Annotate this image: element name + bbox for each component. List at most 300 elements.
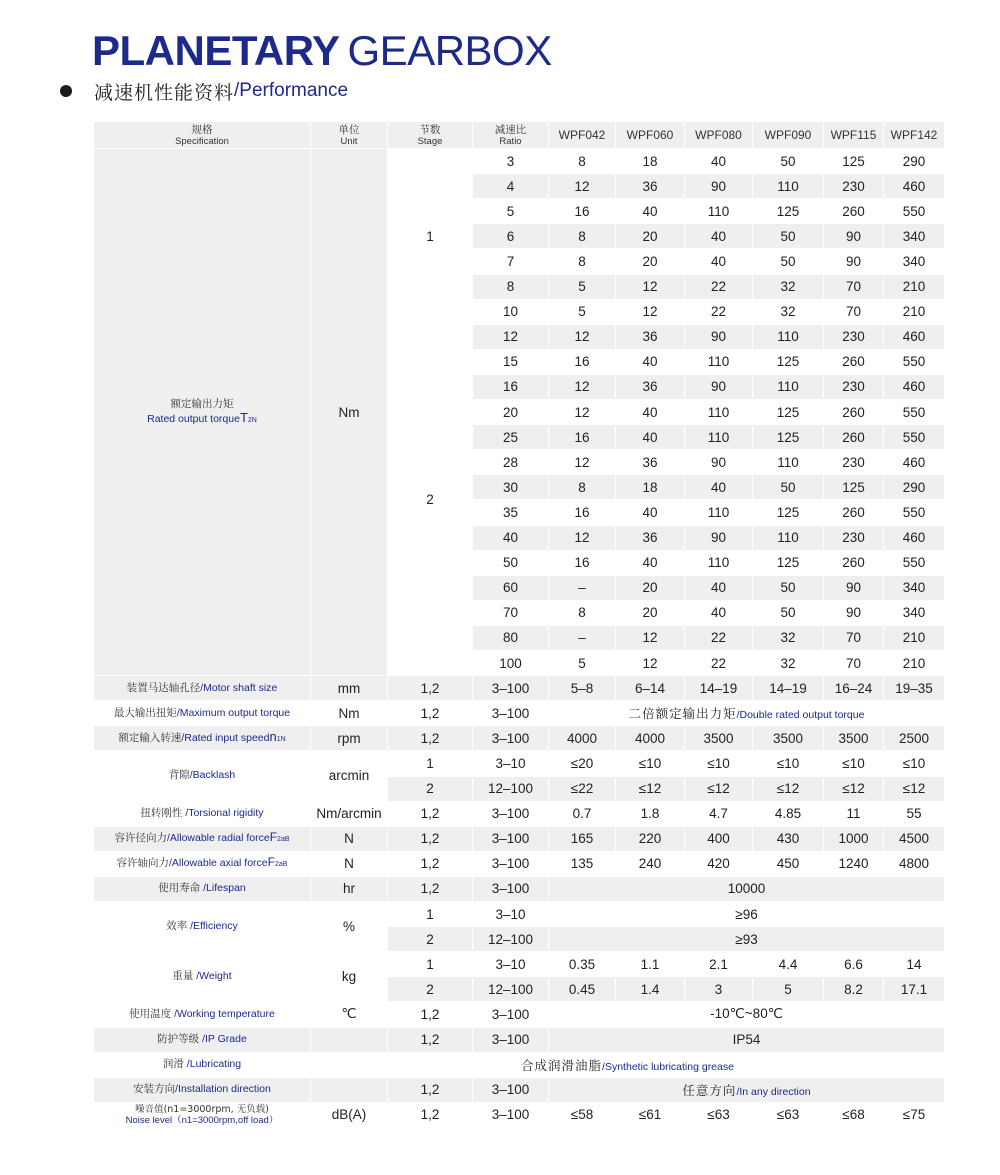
- value: 50: [780, 479, 796, 495]
- model-name: WPF142: [890, 128, 938, 142]
- label-cn: 防护等级: [157, 1033, 200, 1046]
- ratio: 10: [502, 304, 519, 320]
- label-en: /IP Grade: [199, 1033, 247, 1046]
- stage: 2: [426, 492, 434, 508]
- label-cn: 额定输入转速: [118, 732, 182, 745]
- row-label: [94, 1053, 310, 1077]
- ratio: 4: [506, 178, 515, 194]
- ratio: 3: [506, 153, 515, 169]
- ratio-cell: [473, 726, 548, 750]
- value: ≤10: [776, 755, 800, 771]
- ratio: 12–100: [487, 931, 534, 947]
- value-cell: [549, 751, 615, 775]
- value: 12: [642, 630, 658, 646]
- value-cell: [549, 149, 615, 173]
- value-cell: [616, 751, 684, 775]
- stage: 1,2: [420, 730, 440, 746]
- ratio: 8: [506, 279, 515, 295]
- value-cell: [549, 952, 615, 976]
- ratio: 25: [502, 429, 519, 445]
- ratio-cell: [473, 475, 548, 499]
- stage: 1,2: [420, 856, 440, 872]
- ratio: 28: [502, 454, 519, 470]
- title-bold: PLANETARY: [92, 27, 340, 74]
- value-cell: [616, 626, 684, 650]
- ratio-cell: [473, 199, 548, 223]
- value: 110: [707, 429, 730, 445]
- ratio: 3–100: [491, 831, 530, 847]
- value-cell: [685, 626, 752, 650]
- noise-label-cn: [135, 1104, 269, 1115]
- label-cn: 装置马达轴孔径: [126, 681, 201, 694]
- value-cell: [824, 676, 883, 700]
- value-cell: [685, 400, 752, 424]
- value: –: [578, 580, 586, 596]
- value: 90: [710, 178, 727, 194]
- value: 230: [842, 329, 865, 345]
- stage-cell: [388, 902, 472, 926]
- value-cell: [685, 777, 752, 801]
- value-cell: [884, 626, 944, 650]
- value: 40: [642, 354, 658, 370]
- value: 260: [842, 404, 865, 420]
- merged-cn: 任意方向: [682, 1082, 737, 1098]
- value-cell: [884, 827, 944, 851]
- value: 8.2: [844, 981, 863, 997]
- label-subscript: 2aB: [275, 861, 288, 869]
- merged-text: [521, 1056, 734, 1074]
- value-cell: [884, 726, 944, 750]
- value-cell: [824, 601, 883, 625]
- ratio: 50: [502, 555, 519, 571]
- stage-cell: [388, 952, 472, 976]
- value: 16: [574, 203, 590, 219]
- value-cell: [616, 651, 684, 675]
- merged-value: [311, 1053, 944, 1077]
- value: 32: [780, 304, 796, 320]
- value-cell: [753, 1103, 823, 1127]
- stage-cell: [388, 1103, 472, 1127]
- value: ≥96: [735, 906, 758, 922]
- row-label-text: [114, 831, 289, 846]
- value: 19–35: [895, 680, 933, 696]
- value: 12: [574, 530, 590, 546]
- value-cell: [753, 626, 823, 650]
- ratio: 3–100: [491, 806, 530, 822]
- value-cell: [753, 450, 823, 474]
- value-cell: [824, 450, 883, 474]
- value-cell: [616, 1103, 684, 1127]
- value-cell: [685, 500, 752, 524]
- label-cn: 最大输出扭矩: [113, 706, 177, 719]
- value-cell: [824, 977, 883, 1001]
- value-cell: [884, 375, 944, 399]
- ratio: 3–10: [495, 906, 526, 922]
- value: 3500: [772, 730, 804, 746]
- ratio: 3–100: [491, 705, 530, 721]
- section-heading: [60, 78, 348, 104]
- value: ≤68: [842, 1107, 865, 1123]
- value: 260: [842, 429, 865, 445]
- page-title: [92, 26, 552, 76]
- value: 110: [707, 354, 730, 370]
- value-cell: [753, 977, 823, 1001]
- stage-cell: [388, 751, 472, 775]
- label-en: /Motor shaft size: [200, 681, 278, 694]
- ratio: 80: [502, 630, 519, 646]
- value: 1240: [838, 856, 869, 872]
- value-cell: [824, 500, 883, 524]
- ratio: 3–100: [491, 1032, 530, 1048]
- value: 20: [642, 580, 658, 596]
- unit-cell: [311, 1028, 387, 1052]
- ratio: 3–100: [491, 1082, 530, 1098]
- value: 125: [776, 354, 800, 370]
- value-cell: [616, 551, 684, 575]
- value-cell: [616, 174, 684, 198]
- value: 110: [777, 178, 799, 194]
- value-cell: [753, 249, 823, 273]
- value-cell: [824, 726, 883, 750]
- value-cell: [824, 275, 883, 299]
- header-cn: 减速比: [494, 123, 527, 136]
- value-cell: [753, 375, 823, 399]
- merged-en: /In any direction: [736, 1085, 811, 1098]
- header-cn: 规格: [191, 123, 213, 136]
- value: 22: [710, 304, 727, 320]
- value: 14–19: [699, 680, 738, 696]
- ratio: 12–100: [487, 981, 534, 997]
- value: 110: [707, 555, 730, 571]
- stage: 1: [426, 956, 434, 972]
- value: 8: [578, 253, 586, 269]
- value: 125: [776, 504, 800, 520]
- value-cell: [685, 751, 752, 775]
- value: -10℃~80℃: [710, 1006, 783, 1022]
- row-label-text: [172, 970, 231, 983]
- label-en: /Backlash: [189, 769, 236, 782]
- value: ≤10: [638, 755, 662, 771]
- row-label: [94, 726, 310, 750]
- value-cell: [884, 952, 944, 976]
- value: 16: [574, 354, 590, 370]
- value-cell: [824, 827, 883, 851]
- value-cell: [824, 149, 883, 173]
- value: 36: [642, 454, 658, 470]
- value-cell: [753, 149, 823, 173]
- value-cell: [616, 500, 684, 524]
- value-cell: [549, 526, 615, 550]
- label-symbol: F: [267, 855, 275, 870]
- stage: 2: [426, 931, 434, 947]
- value-cell: [824, 751, 883, 775]
- label-en: /Torsional rigidity: [182, 807, 264, 820]
- ratio: 7: [506, 253, 515, 269]
- value-cell: [824, 375, 883, 399]
- ratio: 3–100: [491, 1107, 530, 1123]
- value-cell: [549, 224, 615, 248]
- value: 20: [642, 605, 658, 621]
- value-cell: [616, 777, 684, 801]
- header-model: [685, 122, 752, 148]
- value: 12: [574, 329, 590, 345]
- ratio-cell: [473, 526, 548, 550]
- model-name: WPF090: [764, 128, 812, 142]
- value-cell: [753, 526, 823, 550]
- ratio: 20: [502, 404, 519, 420]
- value-cell: [616, 827, 684, 851]
- stage-cell: [388, 149, 472, 324]
- value: ≤63: [707, 1107, 730, 1123]
- value-cell: [685, 300, 752, 324]
- value-cell: [685, 651, 752, 675]
- value: 165: [570, 831, 594, 847]
- value-cell: [824, 852, 883, 876]
- label-cn: 扭转刚性: [140, 807, 183, 820]
- value: 20: [642, 253, 658, 269]
- value: 18: [642, 479, 658, 495]
- ratio-cell: [473, 300, 548, 324]
- value-cell: [685, 275, 752, 299]
- ratio: 3–100: [491, 680, 530, 696]
- value: 55: [906, 806, 922, 822]
- value-cell: [884, 275, 944, 299]
- value-cell: [549, 777, 615, 801]
- value-cell: [549, 275, 615, 299]
- value: 40: [710, 580, 727, 596]
- ratio-cell: [473, 952, 548, 976]
- value-cell: [685, 1103, 752, 1127]
- value: 2500: [898, 730, 930, 746]
- value: 1.8: [640, 806, 660, 822]
- stage: 1,2: [420, 1006, 440, 1022]
- ratio: 3–10: [495, 755, 526, 771]
- value: 125: [842, 479, 865, 495]
- stage-cell: [388, 977, 472, 1001]
- unit-cell: [311, 852, 387, 876]
- value-cell: [884, 601, 944, 625]
- value: 460: [902, 178, 926, 194]
- value: 450: [776, 856, 800, 872]
- model-name: WPF080: [695, 128, 742, 142]
- row-label-text: [163, 1058, 241, 1071]
- value: ≤10: [707, 755, 730, 771]
- header-en: Stage: [417, 135, 443, 147]
- value-cell: [616, 275, 684, 299]
- merged-text: [682, 1081, 810, 1099]
- value-cell: [824, 576, 883, 600]
- value: 4.7: [709, 806, 728, 822]
- row-label-text: [169, 769, 236, 782]
- value-cell: [549, 802, 615, 826]
- value-cell: [884, 500, 944, 524]
- ratio-cell: [473, 701, 548, 725]
- stage-cell: [388, 676, 472, 700]
- unit-cell: [311, 1002, 387, 1026]
- value: 40: [710, 153, 727, 169]
- ratio-cell: [473, 777, 548, 801]
- header-model: [616, 122, 684, 148]
- ratio: 70: [502, 605, 519, 621]
- value-cell: [549, 551, 615, 575]
- value: 36: [642, 178, 658, 194]
- value: 14–19: [769, 680, 807, 696]
- value: ≤63: [776, 1107, 800, 1123]
- value: 20: [642, 228, 658, 244]
- label-en: /Lubricating: [183, 1058, 242, 1071]
- value-cell: [616, 400, 684, 424]
- value-cell: [549, 249, 615, 273]
- value: 125: [776, 555, 800, 571]
- value: 14: [906, 956, 922, 972]
- value: 125: [776, 429, 800, 445]
- value-cell: [616, 977, 684, 1001]
- value-cell: [685, 601, 752, 625]
- value-cell: [824, 626, 883, 650]
- value: ≤10: [842, 755, 865, 771]
- ratio-cell: [473, 576, 548, 600]
- ratio-cell: [473, 852, 548, 876]
- value-cell: [616, 325, 684, 349]
- row-label: [94, 827, 310, 851]
- value-cell: [549, 300, 615, 324]
- torque-label-en: [147, 411, 257, 427]
- value: 340: [902, 580, 926, 596]
- stage-cell: [388, 1028, 472, 1052]
- value: 22: [710, 655, 727, 671]
- value: 12: [574, 404, 590, 420]
- ratio-cell: [473, 425, 548, 449]
- row-label-text: [118, 730, 285, 746]
- header-model: [753, 122, 823, 148]
- value: 90: [845, 253, 862, 269]
- label-cn: 容许轴向力: [116, 857, 170, 870]
- value: 12: [642, 279, 658, 295]
- value: 3500: [703, 730, 734, 746]
- value-cell: [824, 802, 883, 826]
- ratio: 40: [502, 530, 519, 546]
- merged-value: [549, 902, 944, 926]
- unit-cell: [311, 701, 387, 725]
- unit: %: [342, 919, 355, 935]
- header-unit: [311, 122, 387, 148]
- ratio: 60: [502, 580, 519, 596]
- value: 3500: [838, 730, 869, 746]
- value: 110: [777, 329, 799, 345]
- header-cn: 单位: [338, 123, 360, 136]
- value: 16: [574, 555, 590, 571]
- value: 550: [902, 555, 926, 571]
- value: 10000: [727, 881, 766, 897]
- value-cell: [753, 400, 823, 424]
- value: 5: [784, 981, 792, 997]
- stage-cell: [388, 777, 472, 801]
- unit-cell: [311, 902, 387, 951]
- label-symbol: T: [239, 409, 248, 425]
- value: 220: [638, 831, 662, 847]
- model-name: WPF060: [626, 128, 674, 142]
- value-cell: [824, 777, 883, 801]
- ratio-cell: [473, 1002, 548, 1026]
- value: 8: [578, 153, 586, 169]
- ratio-cell: [473, 375, 548, 399]
- ratio-cell: [473, 902, 548, 926]
- value: 0.35: [568, 956, 596, 972]
- value: 110: [707, 404, 730, 420]
- ratio-cell: [473, 626, 548, 650]
- value-cell: [616, 199, 684, 223]
- value-cell: [685, 551, 752, 575]
- value: 11: [846, 806, 861, 822]
- value-cell: [616, 300, 684, 324]
- value-cell: [753, 475, 823, 499]
- value-cell: [685, 952, 752, 976]
- ratio: 12–100: [487, 781, 534, 797]
- header-en: Specification: [175, 135, 229, 147]
- value-cell: [753, 751, 823, 775]
- row-label-text: [147, 398, 257, 427]
- value-cell: [616, 249, 684, 273]
- unit: N: [344, 856, 354, 872]
- row-label-text: [114, 707, 290, 720]
- value-cell: [884, 576, 944, 600]
- unit: mm: [337, 680, 361, 696]
- ratio-cell: [473, 400, 548, 424]
- merged-value: [549, 1028, 944, 1052]
- unit-cell: [311, 149, 387, 675]
- value: 4.85: [774, 806, 802, 822]
- value-cell: [884, 400, 944, 424]
- value-cell: [884, 450, 944, 474]
- label-cn: 噪音值(n1=3000rpm, 无负载): [135, 1103, 269, 1115]
- value-cell: [753, 802, 823, 826]
- stage-cell: [388, 852, 472, 876]
- unit: arcmin: [328, 768, 370, 784]
- row-label-text: [166, 920, 238, 933]
- ratio-cell: [473, 350, 548, 374]
- value-cell: [616, 375, 684, 399]
- model-name: WPF115: [830, 128, 877, 142]
- value-cell: [685, 425, 752, 449]
- unit-cell: [311, 827, 387, 851]
- row-label-text: [127, 682, 278, 695]
- value-cell: [549, 601, 615, 625]
- ratio-cell: [473, 877, 548, 901]
- value: 210: [902, 630, 926, 646]
- ratio-cell: [473, 1103, 548, 1127]
- row-label: [94, 1078, 310, 1102]
- value: 40: [642, 555, 658, 571]
- value-cell: [616, 576, 684, 600]
- value-cell: [549, 375, 615, 399]
- value-cell: [616, 952, 684, 976]
- section-heading-cn: 减速机性能资料: [94, 81, 235, 104]
- ratio-cell: [473, 1028, 548, 1052]
- row-label-text: [117, 856, 288, 871]
- stage: 1,2: [420, 1107, 440, 1123]
- header-stage: [388, 122, 472, 148]
- value-cell: [685, 450, 752, 474]
- value: 260: [842, 203, 865, 219]
- value-cell: [753, 224, 823, 248]
- row-label: [94, 149, 310, 675]
- value: 110: [777, 454, 799, 470]
- ratio-cell: [473, 551, 548, 575]
- merged-value: [549, 701, 944, 725]
- merged-value: [549, 1078, 944, 1102]
- value-cell: [685, 827, 752, 851]
- unit-cell: [311, 877, 387, 901]
